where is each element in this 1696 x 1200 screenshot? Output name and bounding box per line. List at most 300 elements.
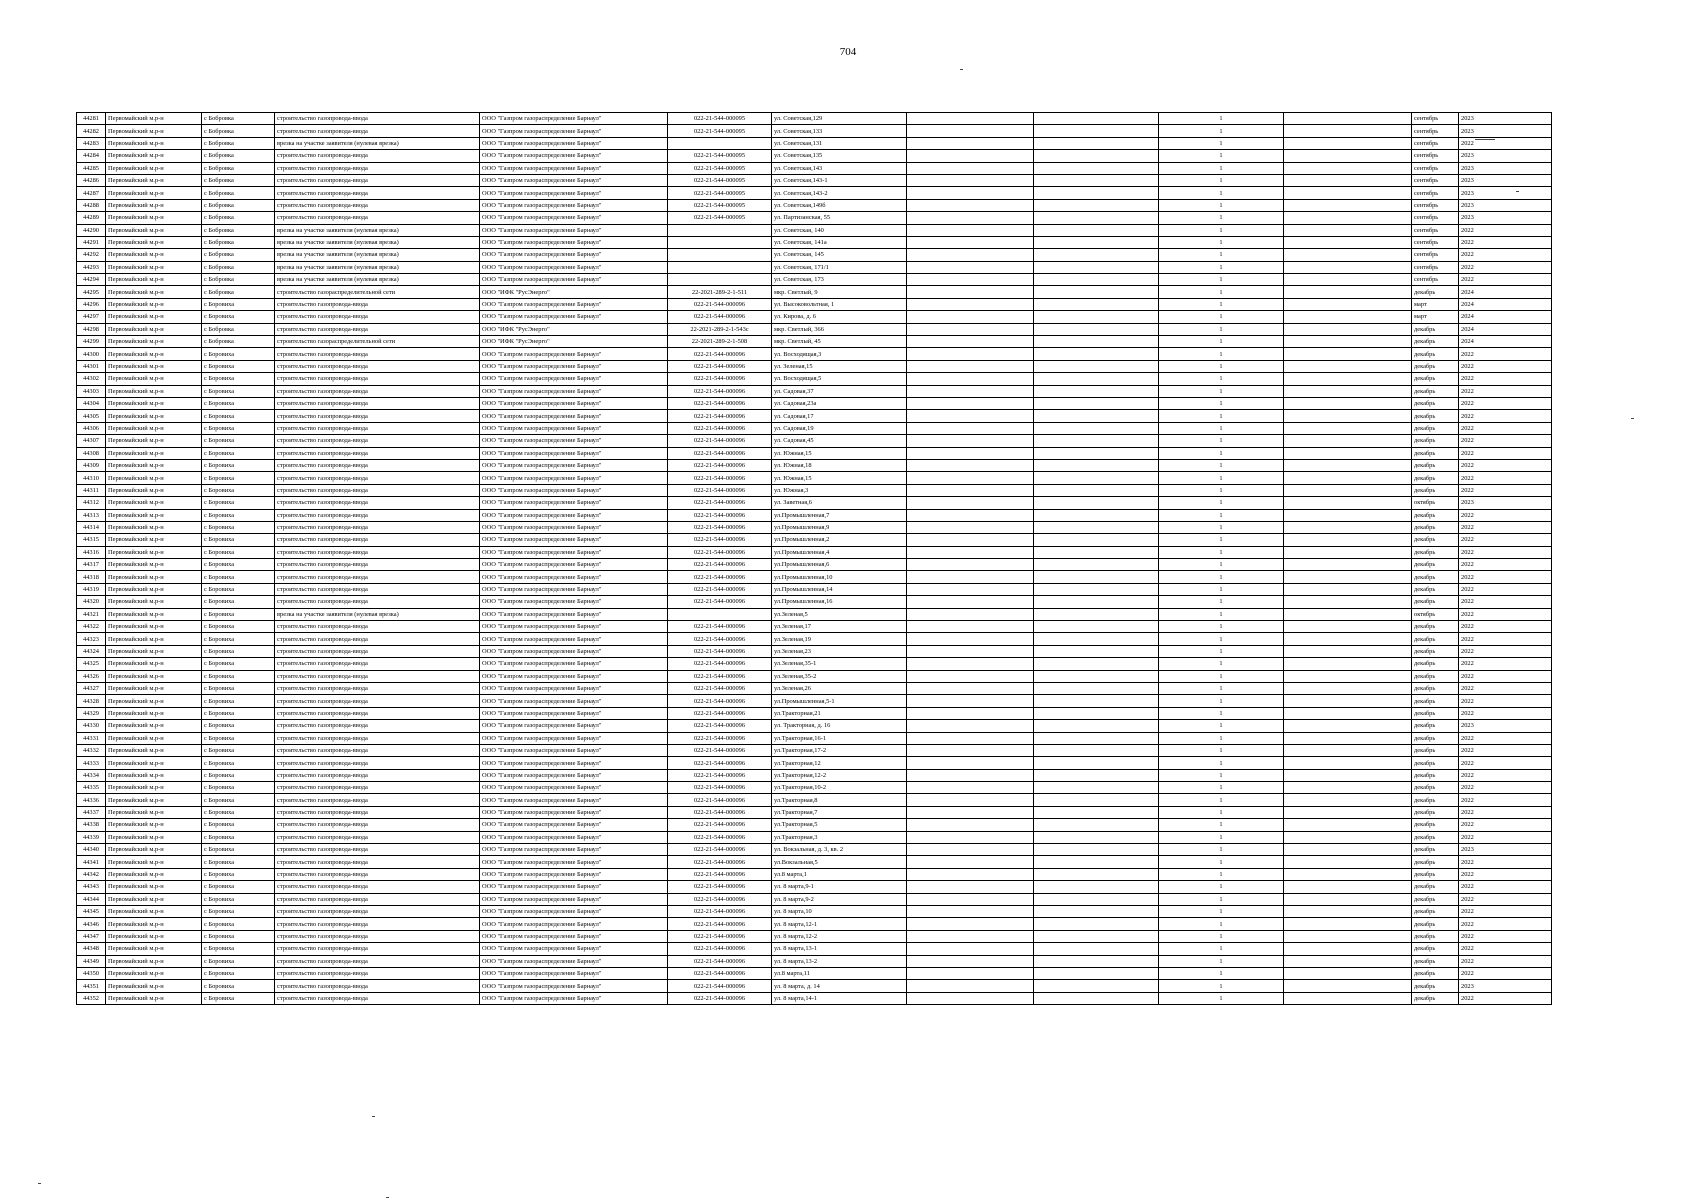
cell-village: с Бобровка <box>202 125 275 137</box>
table-row <box>77 472 1552 484</box>
cell-count: 1 <box>1159 484 1284 496</box>
cell-address: ул. Советская,143-1 <box>772 174 907 186</box>
cell-empty-3 <box>1284 682 1412 694</box>
cell-district: Первомайский м.р-н <box>106 236 202 248</box>
cell-year: 2023 <box>1459 174 1552 186</box>
cell-id: 44318 <box>77 571 106 583</box>
cell-count: 1 <box>1159 967 1284 979</box>
cell-empty-2 <box>1034 658 1159 670</box>
cell-year: 2022 <box>1459 992 1552 1004</box>
cell-address: ул. Советская,131 <box>772 137 907 149</box>
cell-empty-1 <box>907 199 1034 211</box>
cell-year: 2022 <box>1459 261 1552 273</box>
cell-work: строительство газопровода-ввода <box>275 113 480 125</box>
cell-org: ООО "Газпром газораспределение Барнаул" <box>480 311 668 323</box>
cell-work: строительство газопровода-ввода <box>275 497 480 509</box>
cell-empty-2 <box>1034 819 1159 831</box>
cell-empty-2 <box>1034 286 1159 298</box>
page-number: 704 <box>839 46 857 58</box>
cell-empty-2 <box>1034 323 1159 335</box>
cell-empty-3 <box>1284 906 1412 918</box>
cell-empty-1 <box>907 695 1034 707</box>
cell-empty-1 <box>907 943 1034 955</box>
cell-empty-2 <box>1034 992 1159 1004</box>
table-row <box>77 360 1552 372</box>
cell-month: сентябрь <box>1412 187 1459 199</box>
cell-empty-3 <box>1284 113 1412 125</box>
cell-empty-2 <box>1034 695 1159 707</box>
cell-address: ул.Тракторная,5 <box>772 819 907 831</box>
cell-contract: 022-21-544-000096 <box>668 980 772 992</box>
cell-empty-2 <box>1034 199 1159 211</box>
cell-empty-2 <box>1034 633 1159 645</box>
cell-village: с Боровиха <box>202 844 275 856</box>
cell-empty-3 <box>1284 967 1412 979</box>
cell-id: 44319 <box>77 583 106 595</box>
cell-month: декабрь <box>1412 435 1459 447</box>
cell-empty-1 <box>907 435 1034 447</box>
cell-district: Первомайский м.р-н <box>106 794 202 806</box>
cell-district: Первомайский м.р-н <box>106 806 202 818</box>
cell-work: строительство газопровода-ввода <box>275 695 480 707</box>
cell-org: ООО "Газпром газораспределение Барнаул" <box>480 695 668 707</box>
cell-address: ул. Советская,149б <box>772 199 907 211</box>
cell-empty-3 <box>1284 831 1412 843</box>
cell-village: с Боровиха <box>202 695 275 707</box>
cell-work: строительство газопровода-ввода <box>275 782 480 794</box>
cell-month: декабрь <box>1412 645 1459 657</box>
cell-empty-3 <box>1284 732 1412 744</box>
table-row <box>77 906 1552 918</box>
cell-org: ООО "Газпром газораспределение Барнаул" <box>480 360 668 372</box>
cell-contract: 022-21-544-000096 <box>668 546 772 558</box>
cell-empty-1 <box>907 422 1034 434</box>
cell-contract: 022-21-544-000096 <box>668 645 772 657</box>
cell-empty-1 <box>907 459 1034 471</box>
cell-year: 2022 <box>1459 856 1552 868</box>
cell-village: с Боровиха <box>202 422 275 434</box>
cell-year: 2022 <box>1459 670 1552 682</box>
cell-count: 1 <box>1159 732 1284 744</box>
cell-empty-1 <box>907 930 1034 942</box>
cell-empty-3 <box>1284 298 1412 310</box>
cell-work: строительство газопровода-ввода <box>275 596 480 608</box>
cell-id: 44285 <box>77 162 106 174</box>
cell-empty-2 <box>1034 621 1159 633</box>
table-row <box>77 274 1552 286</box>
cell-count: 1 <box>1159 113 1284 125</box>
cell-count: 1 <box>1159 472 1284 484</box>
cell-id: 44340 <box>77 844 106 856</box>
cell-empty-2 <box>1034 360 1159 372</box>
cell-empty-1 <box>907 856 1034 868</box>
cell-village: с Бобровка <box>202 187 275 199</box>
cell-village: с Бобровка <box>202 199 275 211</box>
cell-empty-1 <box>907 794 1034 806</box>
cell-id: 44292 <box>77 249 106 261</box>
cell-org: ООО "Газпром газораспределение Барнаул" <box>480 125 668 137</box>
cell-empty-1 <box>907 236 1034 248</box>
cell-empty-3 <box>1284 658 1412 670</box>
cell-id: 44327 <box>77 682 106 694</box>
cell-month: декабрь <box>1412 881 1459 893</box>
cell-year: 2023 <box>1459 980 1552 992</box>
cell-contract: 022-21-544-000096 <box>668 893 772 905</box>
cell-month: сентябрь <box>1412 261 1459 273</box>
cell-count: 1 <box>1159 422 1284 434</box>
cell-org: ООО "Газпром газораспределение Барнаул" <box>480 497 668 509</box>
cell-empty-2 <box>1034 224 1159 236</box>
cell-id: 44316 <box>77 546 106 558</box>
cell-org: ООО "Газпром газораспределение Барнаул" <box>480 930 668 942</box>
cell-id: 44307 <box>77 435 106 447</box>
cell-contract: 022-21-544-000096 <box>668 509 772 521</box>
table-row <box>77 249 1552 261</box>
cell-id: 44282 <box>77 125 106 137</box>
cell-count: 1 <box>1159 955 1284 967</box>
cell-id: 44346 <box>77 918 106 930</box>
cell-empty-3 <box>1284 360 1412 372</box>
table-row <box>77 757 1552 769</box>
cell-org: ООО "Газпром газораспределение Барнаул" <box>480 633 668 645</box>
cell-address: ул.Тракторная,3 <box>772 831 907 843</box>
cell-empty-1 <box>907 385 1034 397</box>
cell-empty-2 <box>1034 447 1159 459</box>
cell-count: 1 <box>1159 806 1284 818</box>
cell-empty-1 <box>907 212 1034 224</box>
cell-empty-2 <box>1034 521 1159 533</box>
cell-work: строительство газопровода-ввода <box>275 360 480 372</box>
cell-count: 1 <box>1159 224 1284 236</box>
cell-address: ул. Партизанская, 55 <box>772 212 907 224</box>
cell-district: Первомайский м.р-н <box>106 943 202 955</box>
cell-empty-1 <box>907 906 1034 918</box>
table-row <box>77 794 1552 806</box>
cell-contract: 022-21-544-000096 <box>668 906 772 918</box>
cell-id: 44293 <box>77 261 106 273</box>
cell-contract: 022-21-544-000096 <box>668 484 772 496</box>
cell-district: Первомайский м.р-н <box>106 707 202 719</box>
cell-address: мкр. Светлый, 45 <box>772 336 907 348</box>
cell-district: Первомайский м.р-н <box>106 583 202 595</box>
cell-empty-3 <box>1284 397 1412 409</box>
cell-district: Первомайский м.р-н <box>106 323 202 335</box>
cell-contract: 022-21-544-000095 <box>668 113 772 125</box>
cell-work: строительство газопровода-ввода <box>275 967 480 979</box>
cell-work: строительство газопровода-ввода <box>275 583 480 595</box>
cell-id: 44334 <box>77 769 106 781</box>
cell-contract: 022-21-544-000096 <box>668 831 772 843</box>
cell-district: Первомайский м.р-н <box>106 348 202 360</box>
cell-year: 2022 <box>1459 274 1552 286</box>
cell-village: с Бобровка <box>202 137 275 149</box>
table-row <box>77 187 1552 199</box>
table-row <box>77 162 1552 174</box>
cell-contract: 022-21-544-000096 <box>668 621 772 633</box>
cell-id: 44308 <box>77 447 106 459</box>
cell-org: ООО "Газпром газораспределение Барнаул" <box>480 943 668 955</box>
cell-empty-1 <box>907 732 1034 744</box>
cell-contract: 022-21-544-000096 <box>668 881 772 893</box>
cell-village: с Бобровка <box>202 174 275 186</box>
cell-empty-3 <box>1284 459 1412 471</box>
table-row <box>77 385 1552 397</box>
cell-work: строительство газопровода-ввода <box>275 472 480 484</box>
table-row <box>77 199 1552 211</box>
cell-district: Первомайский м.р-н <box>106 509 202 521</box>
cell-contract: 022-21-544-000096 <box>668 695 772 707</box>
cell-district: Первомайский м.р-н <box>106 670 202 682</box>
cell-org: ООО "ИФК "РусЭнерго" <box>480 286 668 298</box>
cell-id: 44309 <box>77 459 106 471</box>
cell-year: 2022 <box>1459 546 1552 558</box>
cell-empty-3 <box>1284 596 1412 608</box>
cell-village: с Бобровка <box>202 336 275 348</box>
cell-district: Первомайский м.р-н <box>106 385 202 397</box>
cell-year: 2022 <box>1459 534 1552 546</box>
cell-empty-3 <box>1284 918 1412 930</box>
cell-empty-3 <box>1284 521 1412 533</box>
cell-work: строительство газопровода-ввода <box>275 732 480 744</box>
cell-village: с Боровиха <box>202 311 275 323</box>
cell-village: с Бобровка <box>202 212 275 224</box>
cell-empty-2 <box>1034 559 1159 571</box>
cell-org: ООО "Газпром газораспределение Барнаул" <box>480 583 668 595</box>
cell-empty-1 <box>907 546 1034 558</box>
cell-district: Первомайский м.р-н <box>106 918 202 930</box>
cell-year: 2022 <box>1459 521 1552 533</box>
cell-id: 44311 <box>77 484 106 496</box>
cell-empty-2 <box>1034 831 1159 843</box>
cell-org: ООО "ИФК "РусЭнерго" <box>480 323 668 335</box>
cell-empty-2 <box>1034 298 1159 310</box>
cell-work: строительство газопровода-ввода <box>275 187 480 199</box>
table-row <box>77 856 1552 868</box>
registry-table <box>76 112 1552 1005</box>
table-row <box>77 174 1552 186</box>
cell-id: 44300 <box>77 348 106 360</box>
cell-org: ООО "Газпром газораспределение Барнаул" <box>480 534 668 546</box>
cell-district: Первомайский м.р-н <box>106 286 202 298</box>
table-row <box>77 559 1552 571</box>
table-row <box>77 992 1552 1004</box>
cell-address: ул. Зеленая,15 <box>772 360 907 372</box>
cell-year: 2023 <box>1459 113 1552 125</box>
cell-contract: 022-21-544-000096 <box>668 633 772 645</box>
cell-work: строительство газопровода-ввода <box>275 484 480 496</box>
table-row <box>77 348 1552 360</box>
cell-id: 44305 <box>77 410 106 422</box>
cell-count: 1 <box>1159 893 1284 905</box>
cell-month: декабрь <box>1412 360 1459 372</box>
cell-empty-3 <box>1284 645 1412 657</box>
cell-month: декабрь <box>1412 373 1459 385</box>
cell-empty-1 <box>907 992 1034 1004</box>
cell-empty-1 <box>907 323 1034 335</box>
cell-count: 1 <box>1159 695 1284 707</box>
cell-village: с Боровиха <box>202 435 275 447</box>
cell-count: 1 <box>1159 385 1284 397</box>
cell-month: сентябрь <box>1412 162 1459 174</box>
cell-contract: 022-21-544-000096 <box>668 930 772 942</box>
cell-village: с Боровиха <box>202 670 275 682</box>
cell-address: ул. Южная,18 <box>772 459 907 471</box>
cell-work: строительство газопровода-ввода <box>275 435 480 447</box>
cell-id: 44321 <box>77 608 106 620</box>
cell-year: 2022 <box>1459 682 1552 694</box>
cell-count: 1 <box>1159 187 1284 199</box>
cell-month: декабрь <box>1412 509 1459 521</box>
table-row <box>77 633 1552 645</box>
cell-month: декабрь <box>1412 782 1459 794</box>
cell-count: 1 <box>1159 720 1284 732</box>
table-row <box>77 782 1552 794</box>
cell-empty-3 <box>1284 806 1412 818</box>
cell-contract: 022-21-544-000096 <box>668 348 772 360</box>
cell-address: ул.Тракторная,7 <box>772 806 907 818</box>
cell-id: 44332 <box>77 744 106 756</box>
cell-year: 2023 <box>1459 720 1552 732</box>
cell-count: 1 <box>1159 521 1284 533</box>
cell-month: декабрь <box>1412 559 1459 571</box>
cell-id: 44341 <box>77 856 106 868</box>
cell-empty-2 <box>1034 844 1159 856</box>
cell-address: ул. 8 марта,9-2 <box>772 893 907 905</box>
cell-count: 1 <box>1159 410 1284 422</box>
cell-year: 2022 <box>1459 410 1552 422</box>
cell-address: ул.Промышленная,5-1 <box>772 695 907 707</box>
cell-district: Первомайский м.р-н <box>106 459 202 471</box>
cell-district: Первомайский м.р-н <box>106 447 202 459</box>
table-row <box>77 819 1552 831</box>
table-row <box>77 212 1552 224</box>
cell-contract: 022-21-544-000096 <box>668 397 772 409</box>
cell-count: 1 <box>1159 348 1284 360</box>
cell-empty-3 <box>1284 633 1412 645</box>
cell-org: ООО "Газпром газораспределение Барнаул" <box>480 906 668 918</box>
cell-contract: 022-21-544-000096 <box>668 459 772 471</box>
cell-district: Первомайский м.р-н <box>106 732 202 744</box>
cell-contract: 022-21-544-000096 <box>668 658 772 670</box>
cell-address: ул. 8 марта,12-2 <box>772 930 907 942</box>
cell-org: ООО "Газпром газораспределение Барнаул" <box>480 150 668 162</box>
cell-village: с Боровиха <box>202 608 275 620</box>
cell-year: 2022 <box>1459 236 1552 248</box>
cell-village: с Боровиха <box>202 509 275 521</box>
cell-empty-3 <box>1284 707 1412 719</box>
cell-work: строительство газопровода-ввода <box>275 806 480 818</box>
cell-empty-3 <box>1284 856 1412 868</box>
cell-contract <box>668 224 772 236</box>
cell-village: с Боровиха <box>202 794 275 806</box>
cell-work: строительство газопровода-ввода <box>275 682 480 694</box>
cell-district: Первомайский м.р-н <box>106 744 202 756</box>
cell-org: ООО "Газпром газораспределение Барнаул" <box>480 658 668 670</box>
cell-address: ул. 8 марта,14-1 <box>772 992 907 1004</box>
cell-org: ООО "Газпром газораспределение Барнаул" <box>480 844 668 856</box>
cell-year: 2022 <box>1459 472 1552 484</box>
cell-org: ООО "Газпром газораспределение Барнаул" <box>480 199 668 211</box>
cell-district: Первомайский м.р-н <box>106 682 202 694</box>
cell-empty-2 <box>1034 868 1159 880</box>
cell-work: строительство газопровода-ввода <box>275 534 480 546</box>
cell-empty-2 <box>1034 571 1159 583</box>
cell-empty-1 <box>907 311 1034 323</box>
cell-district: Первомайский м.р-н <box>106 125 202 137</box>
cell-work: строительство газопровода-ввода <box>275 212 480 224</box>
cell-district: Первомайский м.р-н <box>106 422 202 434</box>
cell-empty-3 <box>1284 162 1412 174</box>
cell-district: Первомайский м.р-н <box>106 521 202 533</box>
cell-empty-1 <box>907 484 1034 496</box>
cell-work: врезка на участке заявителя (нулевая врезка) <box>275 261 480 273</box>
cell-org: ООО "Газпром газораспределение Барнаул" <box>480 967 668 979</box>
cell-district: Первомайский м.р-н <box>106 967 202 979</box>
table-row <box>77 682 1552 694</box>
cell-work: строительство газопровода-ввода <box>275 893 480 905</box>
cell-contract: 022-21-544-000096 <box>668 955 772 967</box>
cell-empty-2 <box>1034 212 1159 224</box>
cell-address: ул.Промышленная,7 <box>772 509 907 521</box>
cell-month: декабрь <box>1412 670 1459 682</box>
cell-year: 2022 <box>1459 868 1552 880</box>
cell-org: ООО "Газпром газораспределение Барнаул" <box>480 645 668 657</box>
cell-org: ООО "Газпром газораспределение Барнаул" <box>480 707 668 719</box>
cell-month: сентябрь <box>1412 199 1459 211</box>
cell-org: ООО "Газпром газораспределение Барнаул" <box>480 113 668 125</box>
cell-count: 1 <box>1159 918 1284 930</box>
cell-empty-1 <box>907 831 1034 843</box>
cell-district: Первомайский м.р-н <box>106 608 202 620</box>
cell-empty-2 <box>1034 311 1159 323</box>
cell-count: 1 <box>1159 323 1284 335</box>
cell-year: 2022 <box>1459 360 1552 372</box>
cell-empty-3 <box>1284 992 1412 1004</box>
cell-district: Первомайский м.р-н <box>106 311 202 323</box>
cell-work: строительство газопровода-ввода <box>275 559 480 571</box>
cell-month: декабрь <box>1412 720 1459 732</box>
cell-contract: 022-21-544-000096 <box>668 918 772 930</box>
cell-empty-1 <box>907 397 1034 409</box>
cell-empty-2 <box>1034 336 1159 348</box>
cell-id: 44303 <box>77 385 106 397</box>
cell-month: декабрь <box>1412 819 1459 831</box>
cell-district: Первомайский м.р-н <box>106 720 202 732</box>
cell-id: 44335 <box>77 782 106 794</box>
cell-empty-3 <box>1284 249 1412 261</box>
cell-village: с Бобровка <box>202 236 275 248</box>
cell-village: с Боровиха <box>202 298 275 310</box>
cell-work: строительство газораспределительной сети <box>275 286 480 298</box>
cell-empty-3 <box>1284 720 1412 732</box>
cell-empty-3 <box>1284 435 1412 447</box>
cell-count: 1 <box>1159 546 1284 558</box>
table-row <box>77 224 1552 236</box>
cell-count: 1 <box>1159 757 1284 769</box>
cell-empty-2 <box>1034 732 1159 744</box>
cell-empty-3 <box>1284 943 1412 955</box>
cell-village: с Боровиха <box>202 856 275 868</box>
cell-year: 2023 <box>1459 212 1552 224</box>
cell-contract: 022-21-544-000095 <box>668 212 772 224</box>
cell-village: с Боровиха <box>202 930 275 942</box>
cell-empty-3 <box>1284 274 1412 286</box>
cell-empty-2 <box>1034 187 1159 199</box>
cell-year: 2022 <box>1459 348 1552 360</box>
cell-id: 44350 <box>77 967 106 979</box>
table-row <box>77 831 1552 843</box>
table-row <box>77 732 1552 744</box>
